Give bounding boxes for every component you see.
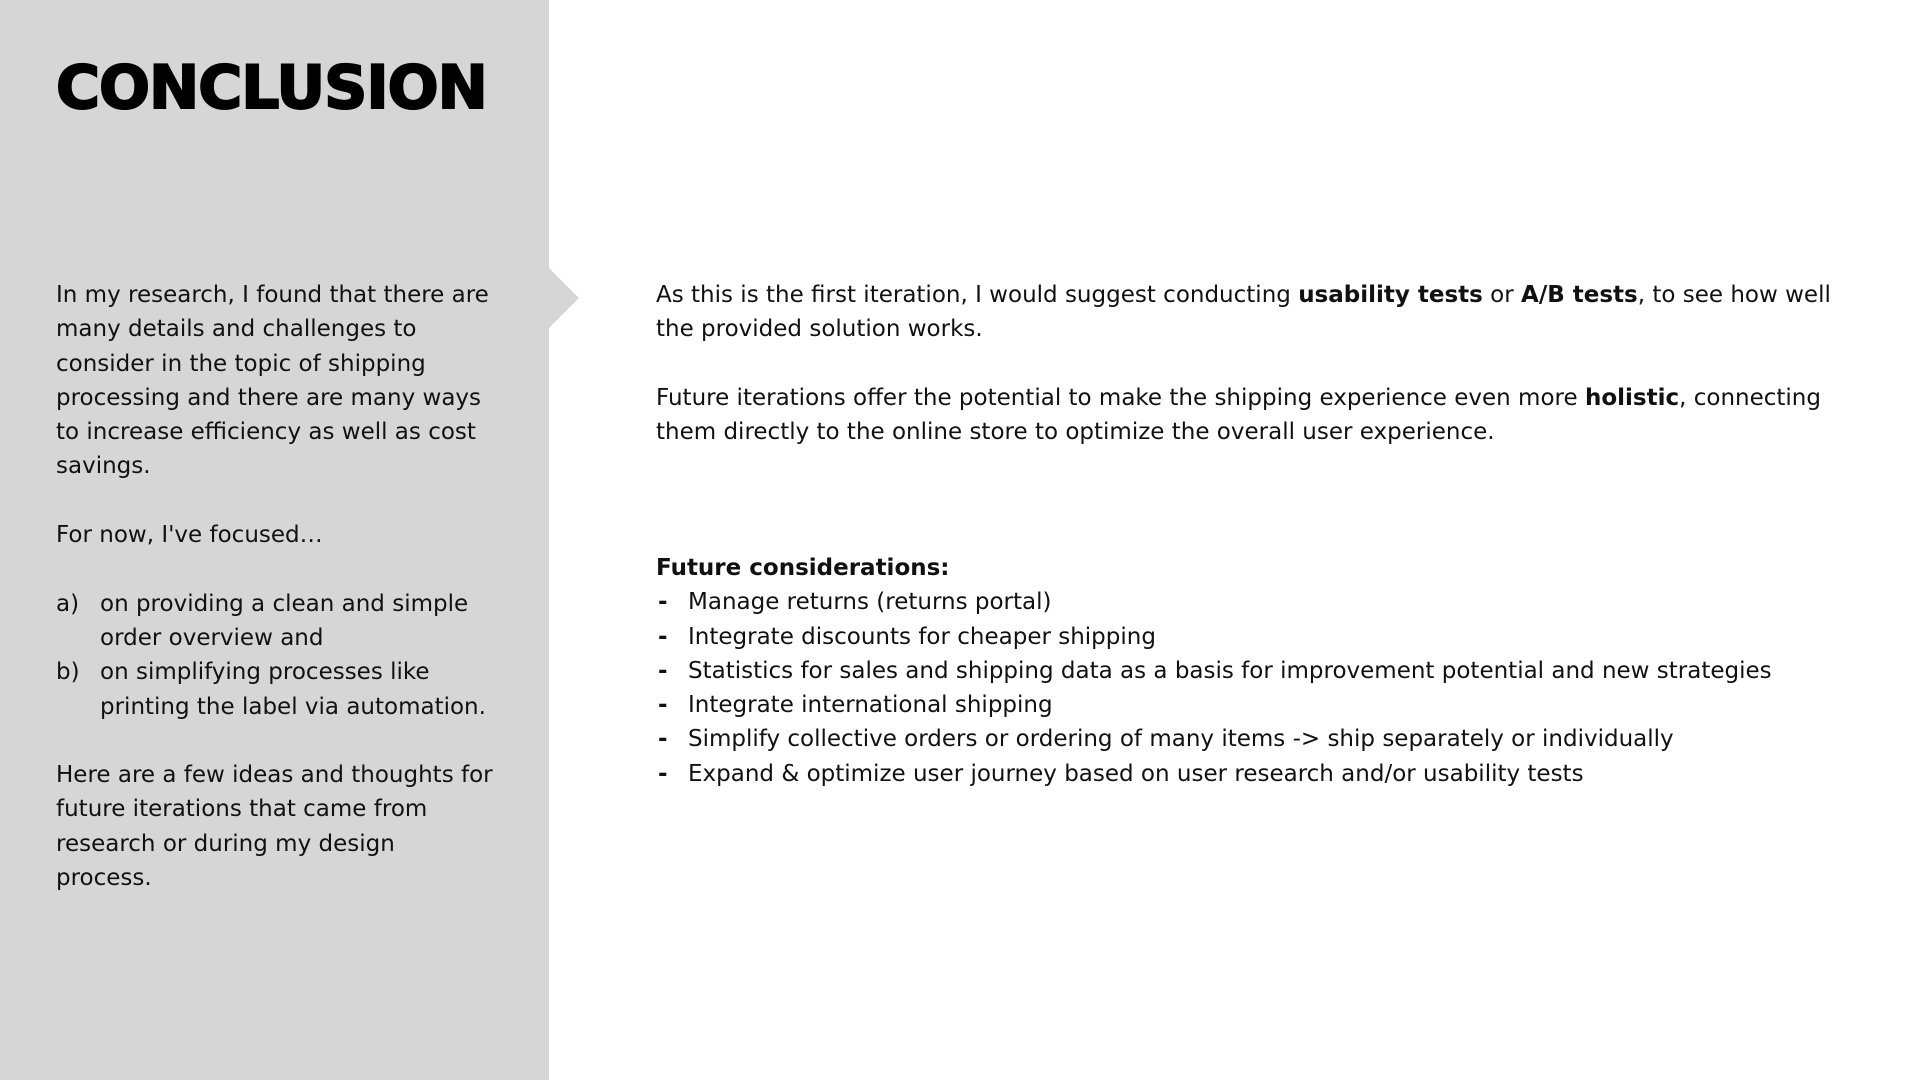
dash-bullet: - (658, 692, 668, 719)
iteration-text-after: , to see how well the provided solution works. (656, 282, 1831, 343)
focus-list (56, 587, 496, 724)
iteration-text-middle: or (1482, 282, 1522, 308)
future-paragraph (656, 381, 1836, 450)
list-item-text: Expand & optimize user journey based on user research and/or usability tests (688, 760, 1584, 787)
focus-item-text: on providing a clean and simple order overview and (100, 590, 469, 651)
ab-tests-emphasis: A/B tests (1521, 282, 1638, 308)
focus-item (56, 655, 496, 724)
future-text-after: , connecting them directly to the online store to optimize the overall user experience. (656, 384, 1821, 446)
list-item-text: Integrate international shipping (688, 692, 1053, 719)
focus-item-marker: b) (56, 659, 80, 686)
focus-item-marker: a) (56, 590, 80, 617)
list-item (656, 688, 1856, 722)
usability-tests-emphasis: usability tests (1298, 282, 1483, 308)
list-item (656, 620, 1856, 654)
spacer (656, 347, 1836, 381)
considerations-heading: Future considerations: (656, 555, 950, 581)
panel-arrow-pointer (549, 268, 579, 328)
outro-paragraph: Here are a few ideas and thoughts for future iterations that came from research or during my design process. (56, 762, 493, 892)
holistic-emphasis: holistic (1584, 384, 1680, 411)
list-item-text: Integrate discounts for cheaper shipping (688, 623, 1156, 650)
list-item-text: Simplify collective orders or ordering of many items -> ship separately or individually (688, 726, 1674, 753)
right-column (656, 278, 1836, 449)
intro-paragraph: In my research, I found that there are many details and challenges to consider in the topic of shipping processing and there are many ways to increase efficiency as well as cost savings. (56, 282, 489, 480)
iteration-text-before: As this is the first iteration, I would suggest conducting (656, 282, 1299, 308)
list-item-text: Statistics for sales and shipping data as a basis for improvement potential and new strategies (688, 657, 1772, 684)
considerations-list (656, 585, 1856, 791)
dash-bullet: - (658, 726, 668, 753)
list-item (656, 722, 1856, 756)
list-item (656, 585, 1856, 619)
focus-item (56, 587, 496, 656)
focus-lead: For now, I've focused… (56, 522, 323, 549)
spacer (56, 484, 496, 518)
left-column (56, 278, 496, 895)
future-text-before: Future iterations offer the potential to make the shipping experience even more (656, 384, 1585, 411)
slide-title: CONCLUSION (56, 53, 487, 123)
dash-bullet: - (658, 657, 668, 684)
spacer (56, 724, 496, 758)
list-item (656, 757, 1856, 791)
list-item (656, 654, 1856, 688)
dash-bullet: - (658, 760, 668, 787)
spacer (56, 552, 496, 586)
dash-bullet: - (658, 623, 668, 650)
focus-item-text: on simplifying processes like printing the label via automation. (100, 659, 486, 720)
list-item-text: Manage returns (returns portal) (688, 589, 1052, 616)
future-considerations (656, 551, 1856, 791)
iteration-paragraph (656, 278, 1836, 347)
dash-bullet: - (658, 589, 668, 616)
